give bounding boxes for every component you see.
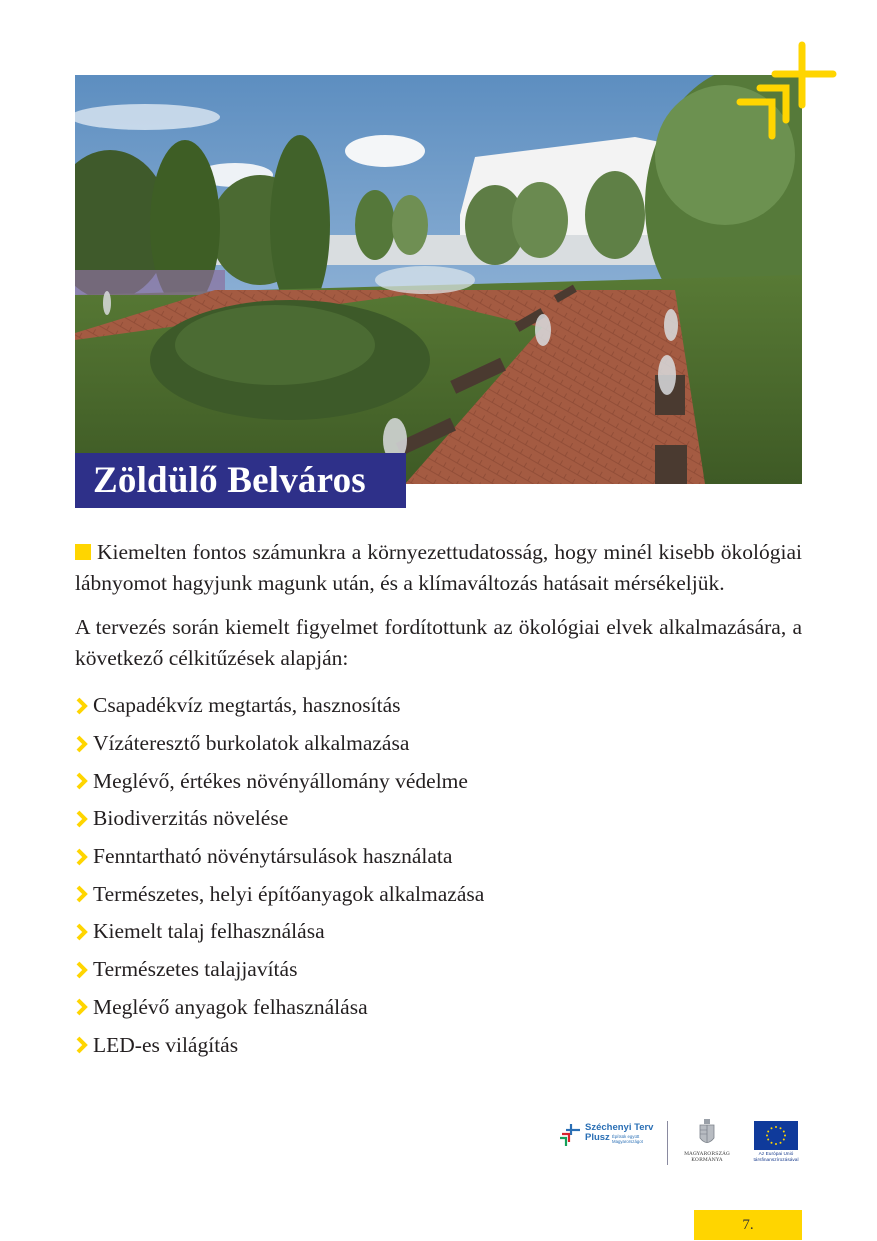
list-item-text: Biodiverzitás növelése xyxy=(93,806,289,831)
list-item xyxy=(75,1026,802,1064)
chevron-right-icon xyxy=(75,734,89,754)
page-number: 7. xyxy=(694,1210,802,1240)
list-item-text: Csapadékvíz megtartás, hasznosítás xyxy=(93,693,401,718)
chevron-right-icon xyxy=(75,771,89,791)
list-item xyxy=(75,875,802,913)
list-item-text: Fenntartható növénytársulások használata xyxy=(93,844,453,869)
list-item xyxy=(75,687,802,725)
eu-line2: társfinanszírozásával xyxy=(753,1158,799,1163)
chevron-right-icon xyxy=(75,997,89,1017)
list-item-text: LED-es világítás xyxy=(93,1032,239,1057)
list-item-text: Természetes, helyi építőanyagok alkalmazása xyxy=(93,881,485,906)
szechenyi-line2: Plusz xyxy=(585,1132,610,1143)
eu-line1: Az Európai Unió xyxy=(758,1152,794,1157)
section-title: Zöldülő Belváros xyxy=(93,460,366,501)
szechenyi-cross-icon xyxy=(558,1122,584,1148)
goals-list xyxy=(75,687,802,1064)
chevron-right-icon xyxy=(75,960,89,980)
footer-logos xyxy=(555,1118,805,1170)
government-line1: MAGYARORSZÁG xyxy=(684,1152,730,1157)
szechenyi-line1: Széchenyi Terv xyxy=(585,1122,654,1133)
list-item-text: Vízáteresztő burkolatok alkalmazása xyxy=(93,731,410,756)
list-item-text: Meglévő anyagok felhasználása xyxy=(93,994,368,1019)
yellow-corner-cross-icon xyxy=(735,40,840,140)
chevron-right-icon xyxy=(75,922,89,942)
body-text xyxy=(75,537,802,1064)
list-item xyxy=(75,725,802,763)
intro-paragraph-text: Kiemelten fontos számunkra a környezettudatosság, hogy minél kisebb ökológiai lábnyomot hagyjunk magunk után, és a klímaváltozás hatásait mérsékeljük. xyxy=(75,540,802,595)
hungarian-coat-of-arms-icon xyxy=(698,1118,716,1148)
hero-image xyxy=(75,75,802,484)
list-item-text: Meglévő, értékes növényállomány védelme xyxy=(93,768,468,793)
list-item xyxy=(75,913,802,951)
chevron-right-icon xyxy=(75,809,89,829)
chevron-right-icon xyxy=(75,696,89,716)
list-item xyxy=(75,838,802,876)
list-item xyxy=(75,989,802,1027)
intro-paragraph xyxy=(75,537,802,599)
list-item-text: Kiemelt talaj felhasználása xyxy=(93,919,325,944)
eu-flag-icon xyxy=(754,1121,798,1150)
goals-intro-paragraph: A tervezés során kiemelt figyelmet fordítottunk az ökológiai elvek alkalmazására, a következő célkitűzések alapján: xyxy=(75,615,802,670)
government-line2: KORMÁNYA xyxy=(691,1158,723,1163)
section-title-box xyxy=(75,453,406,508)
szechenyi-text xyxy=(585,1123,653,1143)
hungarian-government-logo xyxy=(682,1118,732,1164)
chevron-right-icon xyxy=(75,884,89,904)
eu-logo xyxy=(745,1118,807,1164)
list-item xyxy=(75,762,802,800)
list-item xyxy=(75,800,802,838)
yellow-square-icon xyxy=(75,544,91,560)
list-item-text: Természetes talajjavítás xyxy=(93,957,298,982)
logo-divider xyxy=(667,1121,668,1165)
szechenyi-tagline: Építsük együtt Magyarországot xyxy=(612,1134,643,1144)
list-item xyxy=(75,951,802,989)
chevron-right-icon xyxy=(75,1035,89,1055)
chevron-right-icon xyxy=(75,847,89,867)
park-visualization xyxy=(75,75,802,484)
